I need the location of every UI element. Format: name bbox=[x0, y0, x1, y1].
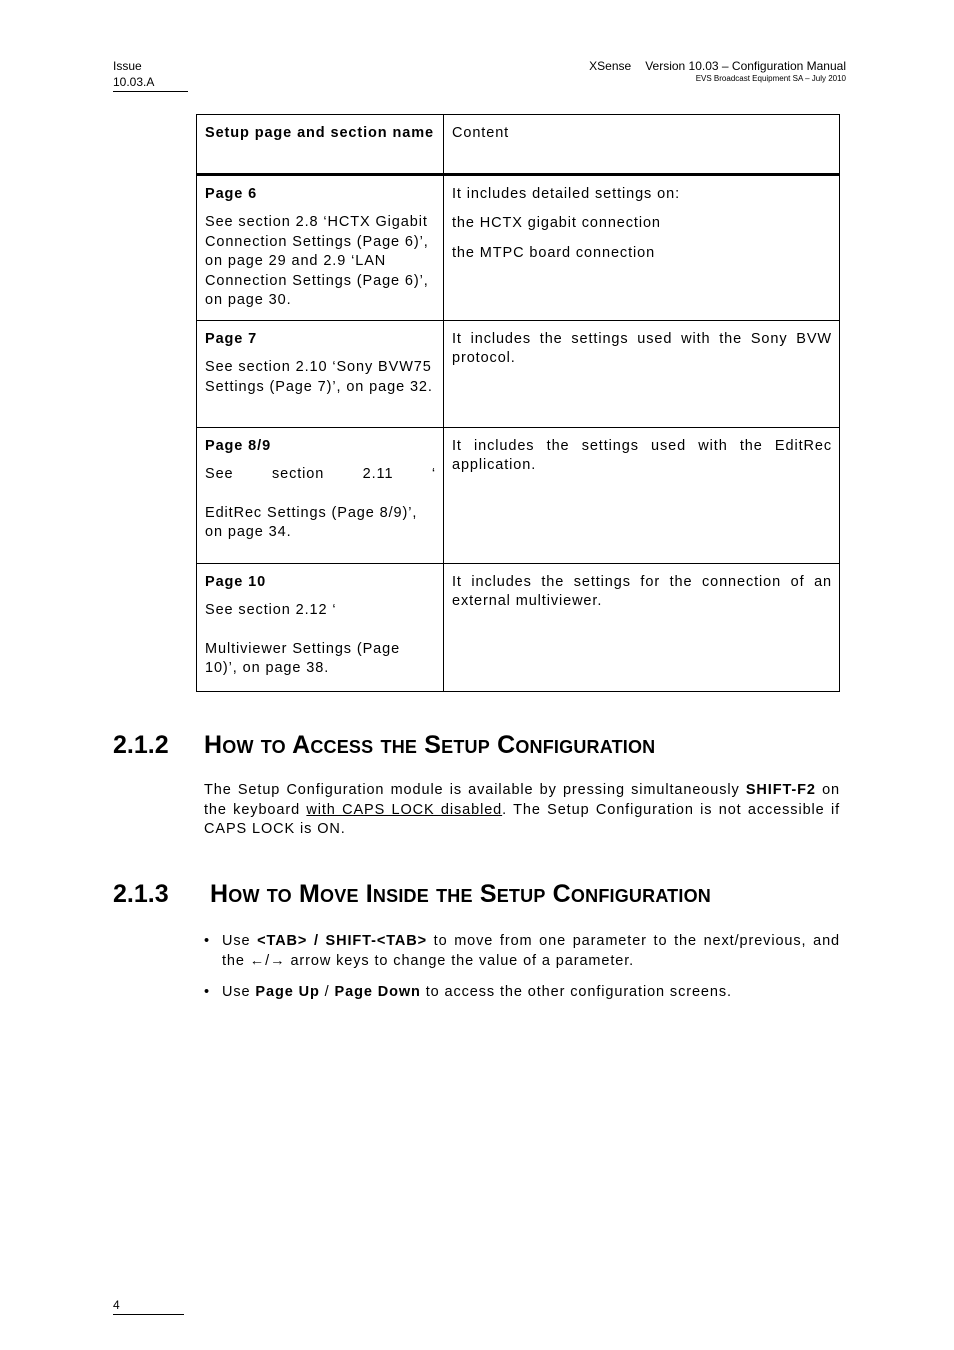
row-page-name: Page 6 bbox=[205, 186, 258, 202]
page-down-key: Page Down bbox=[334, 984, 421, 1000]
table-header-row bbox=[197, 115, 840, 175]
bullet-icon: • bbox=[204, 933, 210, 949]
bullet-icon: • bbox=[204, 984, 210, 1000]
table-row bbox=[197, 321, 840, 428]
row-section-ref: See section 2.8 ‘HCTX Gigabit Connection Settings (Page 6)’, on page 29 and 2.9 ‘LAN Connection Settings (Page 6)’, on page 30. bbox=[205, 214, 429, 309]
table-header-col1: Setup page and section name bbox=[197, 115, 444, 175]
row-content: It includes detailed settings on: bbox=[452, 186, 680, 202]
row-content: It includes the settings used with the EditRec application. bbox=[452, 438, 832, 474]
company-line: EVS Broadcast Equipment SA – July 2010 bbox=[695, 74, 846, 83]
section-number-212: 2.1.2 bbox=[113, 731, 169, 759]
manual-title: Version 10.03 – Configuration Manual bbox=[645, 59, 846, 73]
list-item: • Use Page Up / Page Down to access the other configuration screens. bbox=[204, 983, 840, 1003]
table-header-col2: Content bbox=[444, 115, 840, 175]
section-title-212: How to Access the Setup Configuration bbox=[204, 731, 656, 759]
header-issue bbox=[113, 58, 188, 92]
header-title-block bbox=[589, 58, 846, 84]
setup-pages-table bbox=[196, 114, 840, 692]
row-section-ref: See section 2.12 ‘ Multiviewer Settings (Page 10)’, on page 38. bbox=[205, 602, 401, 677]
row-content: It includes the settings used with the Sony BVW protocol. bbox=[452, 331, 832, 367]
row-page-name: Page 7 bbox=[205, 331, 258, 347]
table-row bbox=[197, 428, 840, 564]
issue-label: Issue bbox=[113, 59, 142, 73]
tab-keys: <TAB> / SHIFT-<TAB> bbox=[257, 933, 428, 949]
issue-number: 10.03.A bbox=[113, 75, 155, 89]
shift-f2-key: SHIFT-F2 bbox=[745, 782, 816, 798]
row-section-ref: See section 2.10 ‘Sony BVW75 Settings (Page 7)’, on page 32. bbox=[205, 359, 433, 395]
table-row bbox=[197, 564, 840, 692]
product-name: XSense bbox=[589, 59, 632, 73]
row-section-ref: See section 2.11 ‘ EditRec Settings (Page 8/9)’, on page 34. bbox=[205, 466, 436, 541]
row-content: the HCTX gigabit connection bbox=[452, 215, 661, 232]
table-row bbox=[197, 175, 840, 321]
section-title-213: How to Move Inside the Setup Configuration bbox=[210, 880, 711, 908]
caps-lock-note: with CAPS LOCK disabled bbox=[306, 801, 503, 818]
list-item: • Use <TAB> / SHIFT-<TAB> to move from one parameter to the next/previous, and the ←/→ arrow keys to change the value of a parameter. bbox=[204, 933, 841, 969]
row-page-name: Page 8/9 bbox=[205, 438, 272, 454]
row-content: It includes the settings for the connection of an external multiviewer. bbox=[452, 574, 832, 610]
page-number: 4 bbox=[113, 1297, 184, 1315]
row-content: the MTPC board connection bbox=[452, 244, 656, 261]
row-page-name: Page 10 bbox=[205, 574, 267, 590]
navigation-bullet-list bbox=[204, 932, 840, 1015]
section-212-paragraph: The Setup Configuration module is available by pressing simultaneously SHIFT-F2 on the keyboard with CAPS LOCK disabled. The Setup Configuration is not accessible if CAPS LOCK is ON. bbox=[204, 782, 841, 837]
section-number-213: 2.1.3 bbox=[113, 880, 169, 908]
page-up-key: Page Up bbox=[255, 984, 320, 1000]
